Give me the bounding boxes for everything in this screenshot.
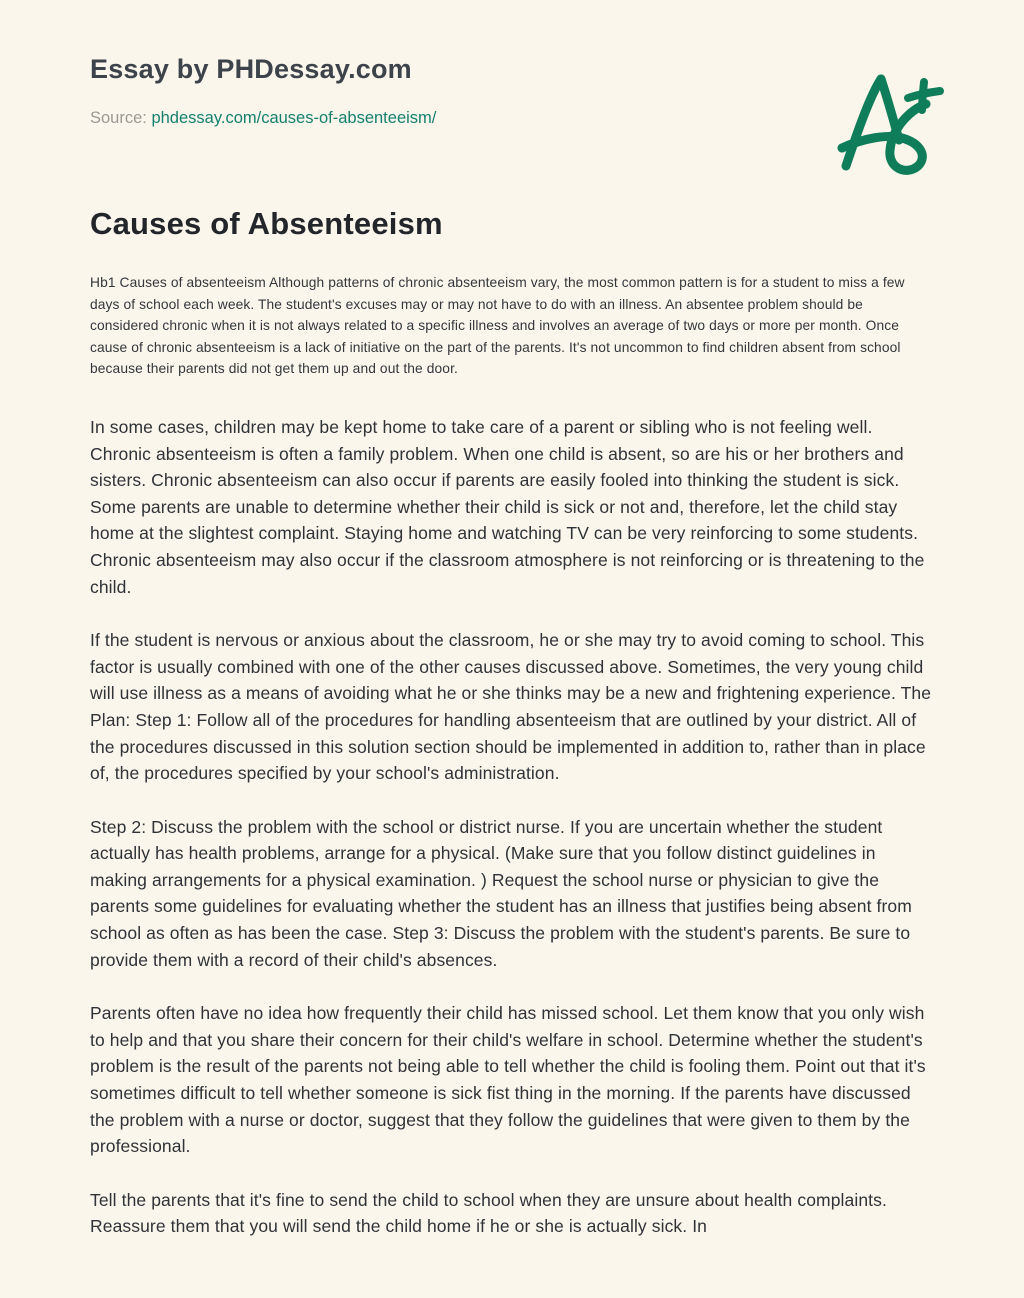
page-header (90, 54, 934, 128)
source-label: Source: (90, 109, 152, 127)
paragraph: Step 2: Discuss the problem with the school or district nurse. If you are uncertain whether the student actually has health problems, arrange for a physical. (Make sure that you follow distinct guidelines in making arrangements for a physical examination. ) Request the school nurse or physician to give the parents some guidelines for evaluating whether the student has an illness that justifies being absent from school as often as has been the case. Step 3: Discuss the problem with the student's parents. Be sure to provide them with a record of their child's absences. (90, 816, 912, 970)
a-plus-logo (836, 66, 946, 178)
essay-title: Causes of Absenteeism (90, 206, 443, 241)
paragraph: In some cases, children may be kept home to take care of a parent or sibling who is not feeling well. Chronic absenteeism is often a family problem. When one child is absent, so are his or her brothers and sisters. Chronic absenteeism can also occur if parents are easily fooled into thinking the student is sick. Some parents are unable to determine whether their child is sick or not and, therefore, let the child stay home at the slightest complaint. Staying home and watching TV can be very reinforcing to some students. Chronic absenteeism may also occur if the classroom atmosphere is not reinforcing or is threatening to the child. (90, 416, 925, 597)
paragraph: Tell the parents that it's fine to send the child to school when they are unsure about health complaints. Reassure them that you will send the child home if he or she is actually sick. In (90, 1189, 887, 1237)
essay-body (90, 272, 934, 1240)
site-title: Essay by PHDessay.com (90, 54, 412, 84)
paragraph: Hb1 Causes of absenteeism Although patterns of chronic absenteeism vary, the most common pattern is for a student to miss a few days of school each week. The student's excuses may or may not have to do with an illness. An absentee problem should be considered chronic when it is not always related to a specific illness and involves an average of two days or more per month. Once cause of chronic absenteeism is a lack of initiative on the part of the parents. It's not uncommon to find children absent from school because their parents did not get them up and out the door. (90, 275, 905, 377)
paragraph: If the student is nervous or anxious about the classroom, he or she may try to avoid coming to school. This factor is usually combined with one of the other causes discussed above. Sometimes, the very young child will use illness as a means of avoiding what he or she thinks may be a new and frightening experience. The Plan: Step 1: Follow all of the procedures for handling absenteeism that are outlined by your district. All of the procedures discussed in this solution section should be implemented in addition to, rather than in place of, the procedures specified by your school's administration. (90, 630, 932, 784)
a-plus-logo-icon (836, 66, 946, 178)
source-link[interactable]: phdessay.com/causes-of-absenteeism/ (151, 109, 437, 127)
paragraph: Parents often have no idea how frequently their child has missed school. Let them know that you only wish to help and that you share their concern for their child's welfare in school. Determine whether the student's problem is the result of the parents not being able to tell whether the child is fooling them. Point out that it's sometimes difficult to tell whether someone is sick fist thing in the morning. If the parents have discussed the problem with a nurse or doctor, suggest that they follow the guidelines that were given to them by the professional. (90, 1003, 926, 1157)
source-line (90, 109, 934, 128)
